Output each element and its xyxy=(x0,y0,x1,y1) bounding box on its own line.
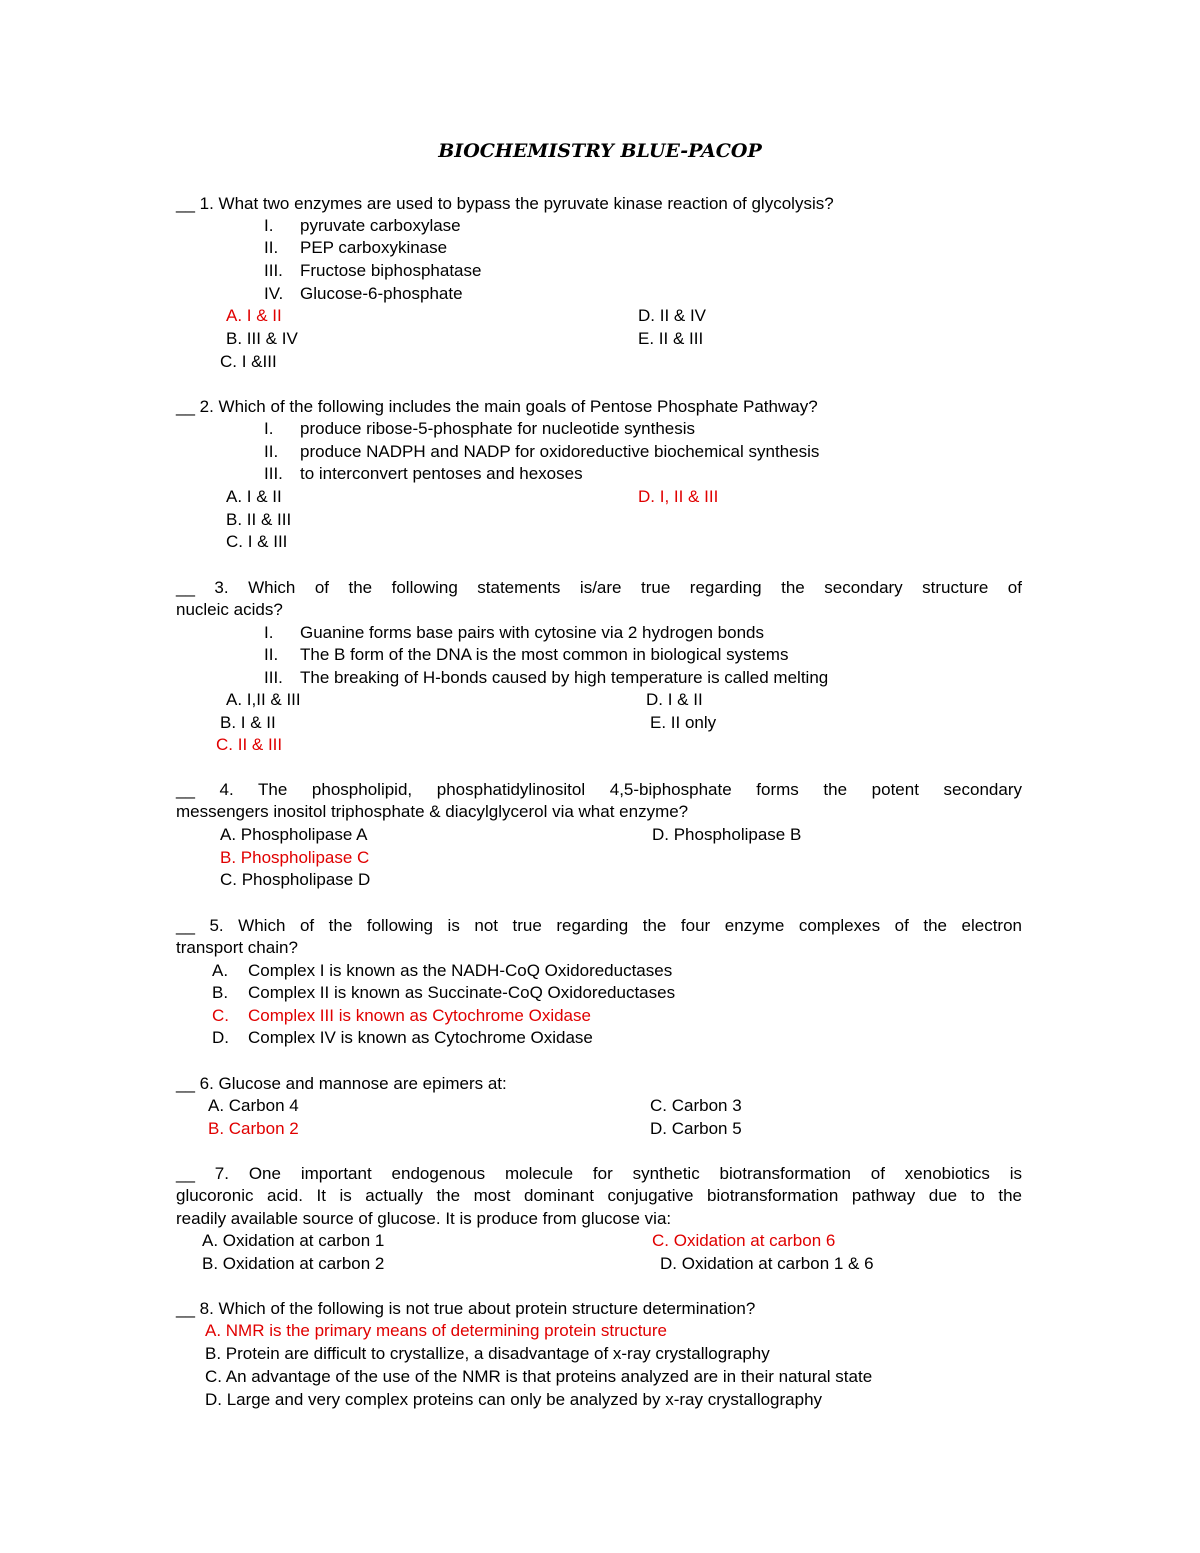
question-stem: __ 2. Which of the following includes the main goals of Pentose Phosphate Pathway? xyxy=(176,397,818,416)
choice-a: A. Carbon 4 xyxy=(208,1096,299,1115)
choice-a: A. Oxidation at carbon 1 xyxy=(202,1231,385,1250)
question-stem-continued: messengers inositol triphosphate & diacylglycerol via what enzyme? xyxy=(176,802,689,821)
option-text: Complex IV is known as Cytochrome Oxidase xyxy=(248,1028,593,1047)
option-letter-correct: C. xyxy=(212,1006,229,1025)
choice-c: C. An advantage of the use of the NMR is that proteins analyzed are in their natural state xyxy=(205,1367,873,1386)
choice-c: C. Phospholipase D xyxy=(220,870,371,889)
question-stem-continued: glucoronic acid. It is actually the most dominant conjugative biotransformation pathway due to the xyxy=(176,1186,1022,1205)
item-numeral: III. xyxy=(264,464,283,483)
option-text: Complex I is known as the NADH-CoQ Oxidoreductases xyxy=(248,961,673,980)
choice-d-correct: D. I, II & III xyxy=(638,487,719,506)
item-text: Guanine forms base pairs with cytosine via 2 hydrogen bonds xyxy=(300,623,764,642)
option-letter: A. xyxy=(212,961,229,980)
choice-c-correct: C. Oxidation at carbon 6 xyxy=(652,1231,836,1250)
choice-c: C. Carbon 3 xyxy=(650,1096,742,1115)
item-numeral: II. xyxy=(264,442,279,461)
choice-d: D. I & II xyxy=(646,690,703,709)
item-numeral: III. xyxy=(264,261,283,280)
choice-a-correct: A. I & II xyxy=(226,306,282,325)
item-text: Glucose-6-phosphate xyxy=(300,284,463,303)
choice-b: B. II & III xyxy=(226,510,292,529)
question-stem: __ 8. Which of the following is not true about protein structure determination? xyxy=(176,1299,756,1318)
choice-b-correct: B. Carbon 2 xyxy=(208,1119,299,1138)
item-numeral: I. xyxy=(264,419,274,438)
choice-b: B. Oxidation at carbon 2 xyxy=(202,1254,385,1273)
choice-d: D. Oxidation at carbon 1 & 6 xyxy=(660,1254,874,1273)
item-numeral: II. xyxy=(264,238,279,257)
choice-d: D. II & IV xyxy=(638,306,707,325)
choice-a: A. I,II & III xyxy=(226,690,301,709)
item-numeral: I. xyxy=(264,623,274,642)
item-text: The breaking of H-bonds caused by high temperature is called melting xyxy=(300,668,829,687)
item-text: produce ribose-5-phosphate for nucleotide synthesis xyxy=(300,419,696,438)
choice-c-correct: C. II & III xyxy=(216,735,283,754)
item-numeral: II. xyxy=(264,645,279,664)
item-text: Fructose biphosphatase xyxy=(300,261,482,280)
choice-a: A. Phospholipase A xyxy=(220,825,368,844)
item-text: pyruvate carboxylase xyxy=(300,216,461,235)
choice-b-correct: B. Phospholipase C xyxy=(220,848,370,867)
choice-b: B. Protein are difficult to crystallize, a disadvantage of x-ray crystallography xyxy=(205,1344,770,1363)
question-stem: __ 6. Glucose and mannose are epimers at: xyxy=(176,1074,507,1093)
item-numeral: IV. xyxy=(264,284,284,303)
item-numeral: III. xyxy=(264,668,283,687)
question-stem-continued: transport chain? xyxy=(176,938,298,957)
item-text: PEP carboxykinase xyxy=(300,238,448,257)
item-text: produce NADPH and NADP for oxidoreductive biochemical synthesis xyxy=(300,442,820,461)
page-title: BIOCHEMISTRY BLUE-PACOP xyxy=(438,140,762,162)
question-stem-continued: nucleic acids? xyxy=(176,600,283,619)
option-text: Complex II is known as Succinate-CoQ Oxidoreductases xyxy=(248,983,676,1002)
item-text: The B form of the DNA is the most common in biological systems xyxy=(300,645,789,664)
choice-c: C. I & III xyxy=(226,532,288,551)
choice-d: D. Carbon 5 xyxy=(650,1119,742,1138)
choice-d: D. Phospholipase B xyxy=(652,825,802,844)
choice-e: E. II only xyxy=(650,713,717,732)
question-stem-continued: readily available source of glucose. It is produce from glucose via: xyxy=(176,1209,672,1228)
choice-e: E. II & III xyxy=(638,329,704,348)
question-stem: __ 4. The phospholipid, phosphatidylinositol 4,5-biphosphate forms the potent secondary xyxy=(176,780,1022,799)
choice-c: C. I &III xyxy=(220,352,277,371)
option-text-correct: Complex III is known as Cytochrome Oxidase xyxy=(248,1006,591,1025)
question-stem: __ 7. One important endogenous molecule for synthetic biotransformation of xenobiotics is xyxy=(176,1164,1022,1183)
choice-d: D. Large and very complex proteins can only be analyzed by x-ray crystallography xyxy=(205,1390,823,1409)
item-numeral: I. xyxy=(264,216,274,235)
question-stem: __ 5. Which of the following is not true regarding the four enzyme complexes of the electron xyxy=(176,916,1022,935)
choice-a-correct: A. NMR is the primary means of determining protein structure xyxy=(205,1321,668,1340)
option-letter: B. xyxy=(212,983,229,1002)
choice-b: B. I & II xyxy=(220,713,276,732)
item-text: to interconvert pentoses and hexoses xyxy=(300,464,583,483)
question-stem: __ 1. What two enzymes are used to bypass the pyruvate kinase reaction of glycolysis? xyxy=(176,194,834,213)
choice-b: B. III & IV xyxy=(226,329,298,348)
choice-a: A. I & II xyxy=(226,487,282,506)
option-letter: D. xyxy=(212,1028,229,1047)
question-stem: __ 3. Which of the following statements is/are true regarding the secondary structure of xyxy=(176,578,1022,597)
